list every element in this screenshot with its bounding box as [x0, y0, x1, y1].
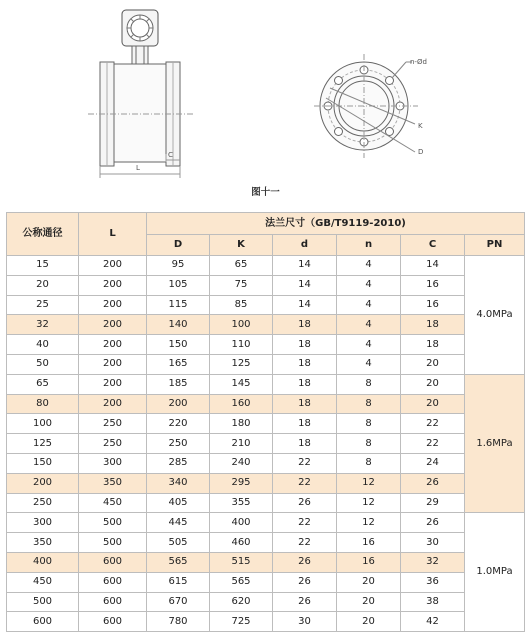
cell-d-outer: 105 — [147, 275, 210, 295]
cell-k: 725 — [210, 612, 273, 632]
cell-c: 20 — [401, 394, 465, 414]
cell-k: 180 — [210, 414, 273, 434]
cell-l: 600 — [79, 592, 147, 612]
table-row — [7, 592, 525, 612]
cell-dn: 300 — [7, 513, 79, 533]
cell-l: 500 — [79, 533, 147, 553]
cell-d-hole: 22 — [273, 513, 337, 533]
cell-d-hole: 14 — [273, 275, 337, 295]
cell-k: 240 — [210, 453, 273, 473]
cell-n: 20 — [337, 572, 401, 592]
cell-dn: 20 — [7, 275, 79, 295]
cell-n: 12 — [337, 473, 401, 493]
cell-l: 600 — [79, 572, 147, 592]
cell-c: 26 — [401, 513, 465, 533]
header-d-outer: D — [147, 235, 210, 256]
cell-n: 4 — [337, 354, 401, 374]
cell-c: 22 — [401, 414, 465, 434]
cell-n: 8 — [337, 374, 401, 394]
table-row — [7, 354, 525, 374]
table-row — [7, 513, 525, 533]
dimension-l-label: L — [136, 164, 140, 172]
cell-d-outer: 95 — [147, 256, 210, 276]
cell-l: 200 — [79, 315, 147, 335]
table-row — [7, 295, 525, 315]
table-row — [7, 473, 525, 493]
cell-k: 125 — [210, 354, 273, 374]
cell-k: 110 — [210, 335, 273, 355]
cell-n: 12 — [337, 513, 401, 533]
table-row — [7, 374, 525, 394]
cell-k: 565 — [210, 572, 273, 592]
table-row — [7, 493, 525, 513]
cell-n: 4 — [337, 256, 401, 276]
cell-n: 20 — [337, 612, 401, 632]
cell-d-hole: 26 — [273, 552, 337, 572]
cell-dn: 32 — [7, 315, 79, 335]
cell-c: 20 — [401, 354, 465, 374]
table-row — [7, 315, 525, 335]
cell-d-hole: 14 — [273, 256, 337, 276]
cell-n: 4 — [337, 335, 401, 355]
cell-dn: 150 — [7, 453, 79, 473]
cell-c: 29 — [401, 493, 465, 513]
cell-d-hole: 18 — [273, 335, 337, 355]
header-d-hole: d — [273, 235, 337, 256]
cell-dn: 500 — [7, 592, 79, 612]
header-nominal-diameter: 公称通径 — [7, 213, 79, 256]
cell-d-outer: 405 — [147, 493, 210, 513]
cell-l: 200 — [79, 394, 147, 414]
table-row — [7, 335, 525, 355]
dimension-c-label: C — [168, 151, 173, 159]
cell-n: 4 — [337, 315, 401, 335]
cell-d-hole: 26 — [273, 493, 337, 513]
cell-l: 300 — [79, 453, 147, 473]
cell-n: 8 — [337, 414, 401, 434]
cell-dn: 400 — [7, 552, 79, 572]
cell-d-outer: 140 — [147, 315, 210, 335]
table-row — [7, 533, 525, 553]
cell-d-outer: 670 — [147, 592, 210, 612]
header-flange-size: 法兰尺寸（GB/T9119-2010) — [147, 213, 525, 235]
cell-c: 18 — [401, 315, 465, 335]
cell-l: 450 — [79, 493, 147, 513]
cell-dn: 25 — [7, 295, 79, 315]
cell-k: 460 — [210, 533, 273, 553]
cell-k: 85 — [210, 295, 273, 315]
cell-n: 8 — [337, 394, 401, 414]
cell-d-hole: 18 — [273, 434, 337, 454]
cell-n: 4 — [337, 295, 401, 315]
figure-caption: 图十一 — [251, 187, 280, 198]
cell-k: 65 — [210, 256, 273, 276]
cell-d-hole: 22 — [273, 453, 337, 473]
cell-d-outer: 780 — [147, 612, 210, 632]
table-row — [7, 612, 525, 632]
cell-dn: 450 — [7, 572, 79, 592]
cell-c: 22 — [401, 434, 465, 454]
cell-d-hole: 22 — [273, 473, 337, 493]
cell-d-hole: 14 — [273, 295, 337, 315]
cell-k: 100 — [210, 315, 273, 335]
cell-c: 30 — [401, 533, 465, 553]
cell-k: 515 — [210, 552, 273, 572]
cell-d-hole: 18 — [273, 354, 337, 374]
cell-d-hole: 18 — [273, 374, 337, 394]
table-row — [7, 572, 525, 592]
cell-d-outer: 250 — [147, 434, 210, 454]
dimension-table — [6, 212, 525, 632]
cell-c: 20 — [401, 374, 465, 394]
cell-l: 600 — [79, 552, 147, 572]
cell-d-hole: 18 — [273, 394, 337, 414]
cell-d-outer: 340 — [147, 473, 210, 493]
cell-l: 200 — [79, 295, 147, 315]
cell-d-hole: 18 — [273, 414, 337, 434]
cell-n: 16 — [337, 533, 401, 553]
dimension-d-label: D — [418, 148, 424, 156]
cell-l: 200 — [79, 335, 147, 355]
cell-n: 4 — [337, 275, 401, 295]
cell-d-hole: 30 — [273, 612, 337, 632]
cell-d-outer: 200 — [147, 394, 210, 414]
table-row — [7, 394, 525, 414]
cell-k: 620 — [210, 592, 273, 612]
cell-d-outer: 150 — [147, 335, 210, 355]
cell-dn: 100 — [7, 414, 79, 434]
cell-c: 38 — [401, 592, 465, 612]
header-n: n — [337, 235, 401, 256]
flange-front-view-drawing — [300, 48, 450, 168]
cell-dn: 65 — [7, 374, 79, 394]
header-k: K — [210, 235, 273, 256]
cell-k: 75 — [210, 275, 273, 295]
cell-k: 160 — [210, 394, 273, 414]
cell-dn: 50 — [7, 354, 79, 374]
cell-dn: 125 — [7, 434, 79, 454]
cell-n: 12 — [337, 493, 401, 513]
cell-l: 600 — [79, 612, 147, 632]
holes-label: n-Ød — [410, 58, 427, 66]
dimension-k-label: K — [418, 122, 423, 130]
cell-l: 200 — [79, 374, 147, 394]
cell-d-outer: 115 — [147, 295, 210, 315]
header-pn: PN — [465, 235, 525, 256]
table-row — [7, 453, 525, 473]
cell-d-hole: 26 — [273, 572, 337, 592]
cell-dn: 200 — [7, 473, 79, 493]
cell-pn: 1.0MPa — [465, 513, 525, 632]
cell-l: 250 — [79, 434, 147, 454]
cell-n: 8 — [337, 434, 401, 454]
header-c: C — [401, 235, 465, 256]
cell-d-outer: 445 — [147, 513, 210, 533]
cell-dn: 80 — [7, 394, 79, 414]
table-row — [7, 414, 525, 434]
cell-d-outer: 185 — [147, 374, 210, 394]
table-row — [7, 552, 525, 572]
cell-c: 18 — [401, 335, 465, 355]
table-body — [7, 256, 525, 632]
cell-dn: 350 — [7, 533, 79, 553]
side-view-drawing — [78, 4, 216, 180]
table-row — [7, 434, 525, 454]
cell-k: 400 — [210, 513, 273, 533]
cell-d-hole: 22 — [273, 533, 337, 553]
cell-k: 145 — [210, 374, 273, 394]
cell-c: 24 — [401, 453, 465, 473]
cell-c: 26 — [401, 473, 465, 493]
cell-d-outer: 615 — [147, 572, 210, 592]
cell-d-outer: 505 — [147, 533, 210, 553]
cell-l: 200 — [79, 275, 147, 295]
cell-pn: 4.0MPa — [465, 256, 525, 375]
cell-d-outer: 220 — [147, 414, 210, 434]
table-row — [7, 275, 525, 295]
header-l: L — [79, 213, 147, 256]
cell-c: 14 — [401, 256, 465, 276]
cell-d-hole: 26 — [273, 592, 337, 612]
cell-dn: 15 — [7, 256, 79, 276]
cell-l: 350 — [79, 473, 147, 493]
table-row — [7, 256, 525, 276]
cell-d-outer: 565 — [147, 552, 210, 572]
cell-k: 210 — [210, 434, 273, 454]
cell-l: 250 — [79, 414, 147, 434]
cell-k: 295 — [210, 473, 273, 493]
cell-l: 500 — [79, 513, 147, 533]
cell-d-hole: 18 — [273, 315, 337, 335]
cell-c: 16 — [401, 275, 465, 295]
cell-n: 16 — [337, 552, 401, 572]
cell-dn: 250 — [7, 493, 79, 513]
cell-pn: 1.6MPa — [465, 374, 525, 513]
cell-k: 355 — [210, 493, 273, 513]
cell-n: 8 — [337, 453, 401, 473]
cell-n: 20 — [337, 592, 401, 612]
cell-l: 200 — [79, 354, 147, 374]
cell-d-outer: 165 — [147, 354, 210, 374]
cell-dn: 40 — [7, 335, 79, 355]
cell-c: 32 — [401, 552, 465, 572]
cell-c: 36 — [401, 572, 465, 592]
cell-c: 16 — [401, 295, 465, 315]
cell-d-outer: 285 — [147, 453, 210, 473]
cell-dn: 600 — [7, 612, 79, 632]
cell-l: 200 — [79, 256, 147, 276]
cell-c: 42 — [401, 612, 465, 632]
